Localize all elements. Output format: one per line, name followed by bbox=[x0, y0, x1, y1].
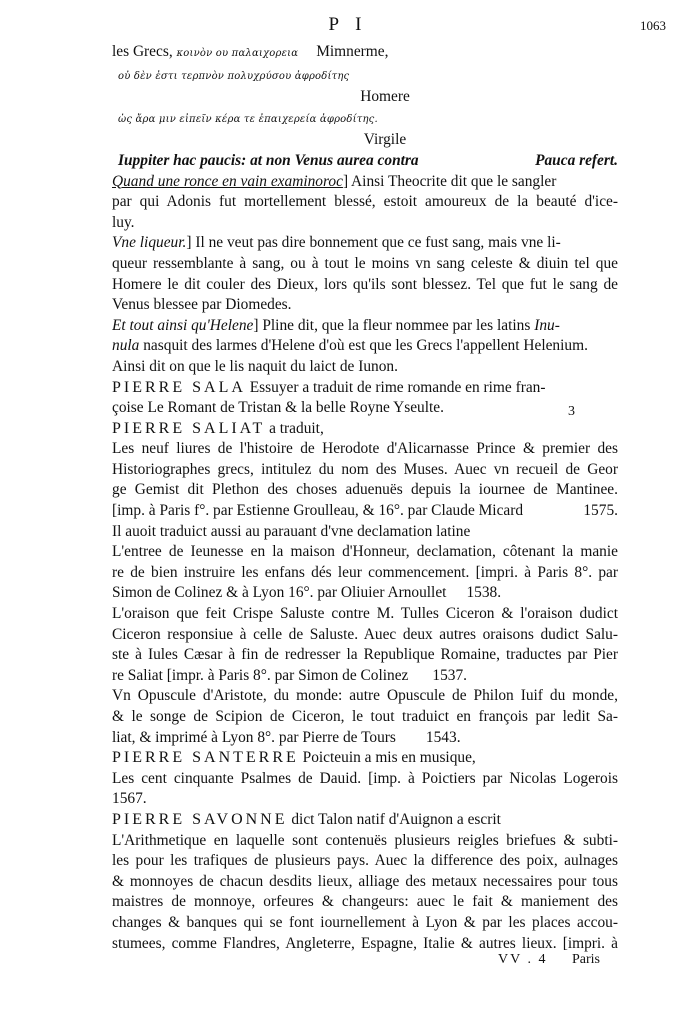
line-text: Poicteuin a mis en musique, bbox=[302, 749, 476, 767]
text-line: luy. bbox=[112, 213, 135, 231]
line-text: Essuyer a traduit de rime romande en rime fran- bbox=[249, 378, 546, 396]
running-head bbox=[0, 14, 696, 38]
text-line: çoise Le Romant de Tristan & la belle Royne Yseulte. bbox=[112, 399, 444, 417]
author-name: Mimnerme, bbox=[316, 43, 389, 60]
signature-mark: VV . 4 bbox=[498, 952, 548, 967]
text-line: queur ressemblante à sang, ou à tout le moins vn sang celeste & diuin tel que bbox=[112, 254, 618, 272]
text-line: Venus blessee par Diomedes. bbox=[112, 296, 292, 314]
text-line bbox=[112, 501, 618, 522]
entry-heading: PIERRE SAVONNE bbox=[112, 810, 288, 828]
text-line bbox=[112, 810, 618, 831]
text-line bbox=[112, 108, 618, 131]
text-line: re de bien instruire les enfans dés leur commencement. [impri. à Paris 8°. par bbox=[112, 563, 618, 581]
text-line: Ciceron responsiue à celle de Saluste. Auec deux autres oraisons dudict Salu- bbox=[112, 625, 618, 643]
text-line bbox=[112, 151, 618, 172]
text-line bbox=[112, 87, 618, 108]
text-line bbox=[112, 42, 618, 65]
line-text: Simon de Colinez & à Lyon 16°. par Oliuier Arnoullet bbox=[112, 584, 447, 602]
lemma: nula bbox=[112, 337, 140, 355]
entry-heading: PIERRE SALA bbox=[112, 378, 246, 396]
text-line bbox=[112, 172, 618, 193]
line-text: nasquit des larmes d'Helene d'où est que les Grecs l'appellent Helenium. bbox=[143, 337, 588, 355]
latin-quote: Iuppiter hac paucis: at non Venus aurea contra bbox=[118, 151, 419, 169]
text-line bbox=[112, 666, 618, 687]
line-text: a traduit, bbox=[269, 419, 324, 437]
body-text bbox=[112, 42, 618, 954]
text-line: Homere le dit couler des Dieux, lors qu'ils sont blessez. Tel que fut le sang de bbox=[112, 275, 618, 293]
latin-quote-end: Pauca refert. bbox=[535, 151, 618, 169]
text-line: stumees, comme Flandres, Angleterre, Espagne, Italie & autres lieux. [impri. à bbox=[112, 934, 618, 952]
text-line: L'oraison que feit Crispe Saluste contre M. Tulles Ciceron & l'oraison dudict bbox=[112, 605, 618, 623]
greek-quote: οὐ δὲν ἐστι τερπνὸν πολυχρύσου ἀφροδίτης bbox=[118, 70, 350, 82]
text-line bbox=[112, 583, 618, 604]
text-line: Historiographes grecs, intitulez du nom des Muses. Auec vn recueil de Geor bbox=[112, 460, 618, 478]
entry-heading: PIERRE SALIAT bbox=[112, 419, 266, 437]
line-text: ] Ainsi Theocrite dit que le sangler bbox=[342, 172, 557, 190]
text-line: changes & banques qui se font iournellement à Lyon & par les places accou- bbox=[112, 913, 618, 931]
greek-quote: κοινὸν ου παλαιχορεια bbox=[176, 48, 299, 59]
entry-heading: PIERRE SANTERRE bbox=[112, 749, 299, 767]
text-line bbox=[112, 130, 618, 151]
author-name: Homere bbox=[360, 88, 410, 106]
text-line: Il auoit traduict aussi au parauant d'vne declamation latine bbox=[112, 522, 471, 540]
text-line: Ainsi dit on que le lis naquit du laict de Iunon. bbox=[112, 357, 398, 375]
line-text: ] Il ne veut pas dire bonnement que ce fust sang, mais vne li- bbox=[186, 234, 561, 252]
text-line: Les neuf liures de l'histoire de Herodote d'Alicarnasse Prince & premier des bbox=[112, 440, 618, 458]
lemma: Vne liqueur. bbox=[112, 234, 187, 252]
text-line: 1567. bbox=[112, 790, 147, 808]
year: 1538. bbox=[466, 584, 502, 602]
text-line: Les cent cinquante Psalmes de Dauid. [imp. à Poictiers par Nicolas Logerois bbox=[112, 769, 618, 787]
text-line: L'Arithmetique en laquelle sont contenuës plusieurs reigles briefues & subti- bbox=[112, 831, 618, 849]
text-line: Vn Opuscule d'Aristote, du monde: autre Opuscule de Philon Iuif du monde, bbox=[112, 687, 618, 705]
line-text: [imp. à Paris f°. par Estienne Groulleau, & 16°. par Claude Micard bbox=[112, 502, 524, 520]
lemma: Et tout ainsi qu'Helene bbox=[112, 316, 254, 334]
running-title: P I bbox=[328, 14, 368, 35]
line-text: re Saliat [impr. à Paris 8°. par Simon de Colinez bbox=[112, 666, 409, 684]
year: 1537. bbox=[432, 666, 468, 684]
text-line bbox=[112, 748, 618, 769]
text-line: maistres de monnoye, orfeures & changeurs: auec le fait & maniement des bbox=[112, 893, 618, 911]
line-text: liat, & imprimé à Lyon 8°. par Pierre de Tours bbox=[112, 728, 396, 746]
year: 1543. bbox=[425, 728, 461, 746]
greek-quote: ὡς ἄρα μιν εἰπεῖν κέρα τε ἐπαιχερεία ἀφροδίτης. bbox=[118, 113, 378, 125]
text-line: par qui Adonis fut mortellement blessé, estoit amoureux de la beauté d'ice- bbox=[112, 193, 618, 211]
text-line: & monnoyes de chacun desdits lieux, alliage des metaux necessaires pour tous bbox=[112, 872, 618, 890]
text-line: les pour les trafiques de plusieurs pays. Auec la difference des poix, aulnages bbox=[112, 852, 618, 870]
text-line: ge Gemist dit Plethon des choses aduenuës depuis la iournee de Mantinee. bbox=[112, 481, 618, 499]
text-line bbox=[112, 65, 618, 88]
text-line bbox=[112, 233, 618, 254]
text-line bbox=[112, 378, 618, 399]
text-line bbox=[112, 336, 618, 357]
text-line: & le songe de Scipion de Ciceron, le tout traduict en françois par ledit Sa- bbox=[112, 708, 618, 725]
line-text: les Grecs, bbox=[112, 43, 173, 60]
margin-mark: 3 bbox=[568, 404, 575, 419]
lemma: Inu- bbox=[534, 316, 560, 334]
text-line bbox=[112, 316, 618, 337]
author-name: Virgile bbox=[363, 131, 407, 149]
text-line: ste à Iules Cæsar à fin de redresser la Republique Romaine, traductes par Pier bbox=[112, 646, 618, 664]
line-text: ] Pline dit, que la fleur nommee par les latins bbox=[253, 316, 531, 334]
text-line: L'entree de Ieunesse en la maison d'Honneur, declamation, côtenant la manie bbox=[112, 543, 618, 561]
text-line bbox=[112, 728, 618, 749]
line-text: dict Talon natif d'Auignon a escrit bbox=[291, 810, 501, 828]
catchword: Paris bbox=[572, 952, 600, 967]
page-number: 1063 bbox=[640, 18, 666, 33]
year: 1575. bbox=[583, 502, 618, 520]
text-line bbox=[112, 419, 618, 440]
lemma: Quand une ronce en vain examinoroc bbox=[112, 172, 343, 190]
